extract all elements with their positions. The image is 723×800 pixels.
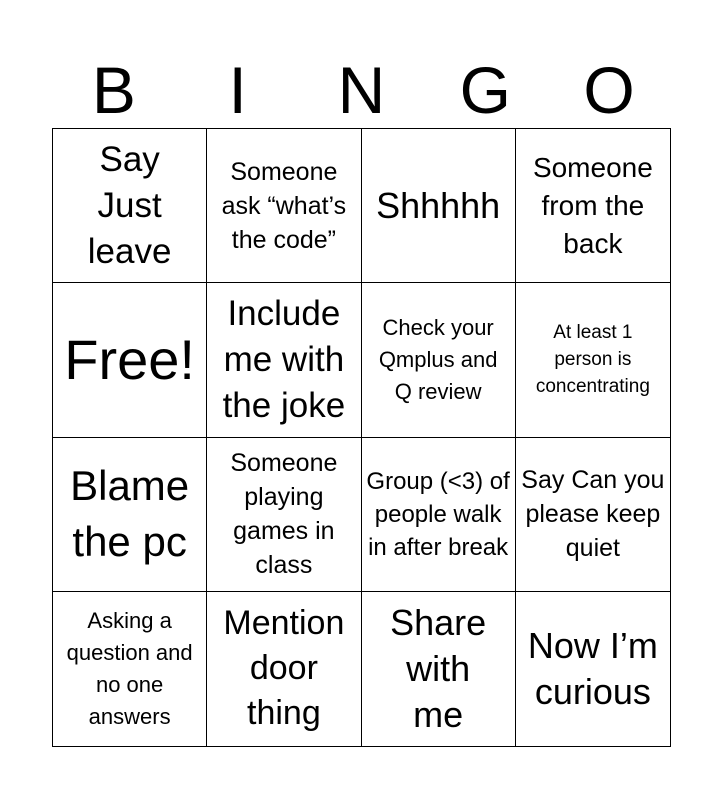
cell-text: Check your Qmplus and Q review bbox=[378, 314, 498, 404]
cell-text: Include me with the joke bbox=[222, 293, 346, 425]
cell-text: Now I’m curious bbox=[527, 624, 658, 712]
cell-text: Someone playing games in class bbox=[230, 449, 338, 580]
header-letter-b: B bbox=[91, 53, 136, 127]
cell-text: Mention door thing bbox=[223, 604, 345, 733]
bingo-cell[interactable] bbox=[53, 438, 207, 592]
bingo-cell[interactable] bbox=[362, 283, 516, 437]
cell-text: Asking a question and no one answers bbox=[66, 607, 193, 729]
cell-text: Say Just leave bbox=[87, 139, 172, 271]
header-letter-o: O bbox=[583, 53, 635, 127]
bingo-cell[interactable] bbox=[516, 129, 670, 283]
cell-text: Share with me bbox=[390, 601, 487, 735]
bingo-cell[interactable] bbox=[53, 592, 207, 746]
bingo-cell[interactable] bbox=[207, 129, 361, 283]
bingo-cell[interactable] bbox=[362, 592, 516, 746]
cell-text: Blame the pc bbox=[70, 462, 190, 566]
header-letter-g: G bbox=[459, 53, 511, 127]
bingo-cell[interactable] bbox=[207, 592, 361, 746]
header-letter-i: I bbox=[228, 53, 247, 127]
bingo-cell[interactable] bbox=[207, 283, 361, 437]
cell-text: Free! bbox=[64, 327, 195, 391]
cell-text: Someone from the back bbox=[532, 151, 653, 259]
bingo-cell[interactable] bbox=[362, 438, 516, 592]
header-letter-n: N bbox=[337, 53, 386, 127]
bingo-cell free-space[interactable] bbox=[53, 283, 207, 437]
cell-text: Group (<3) of people walk in after break bbox=[366, 467, 510, 561]
bingo-cell[interactable] bbox=[516, 592, 670, 746]
cell-text: Say Can you please keep quiet bbox=[521, 466, 665, 563]
bingo-cell[interactable] bbox=[516, 438, 670, 592]
bingo-cell[interactable] bbox=[207, 438, 361, 592]
cell-text: Shhhhh bbox=[376, 184, 501, 226]
bingo-cell[interactable] bbox=[53, 129, 207, 283]
bingo-header bbox=[52, 52, 671, 128]
bingo-cell[interactable] bbox=[516, 283, 670, 437]
cell-text: Someone ask “what’s the code” bbox=[221, 157, 347, 254]
bingo-grid bbox=[52, 128, 671, 747]
bingo-cell[interactable] bbox=[362, 129, 516, 283]
cell-text: At least 1 person is concentrating bbox=[535, 322, 650, 398]
